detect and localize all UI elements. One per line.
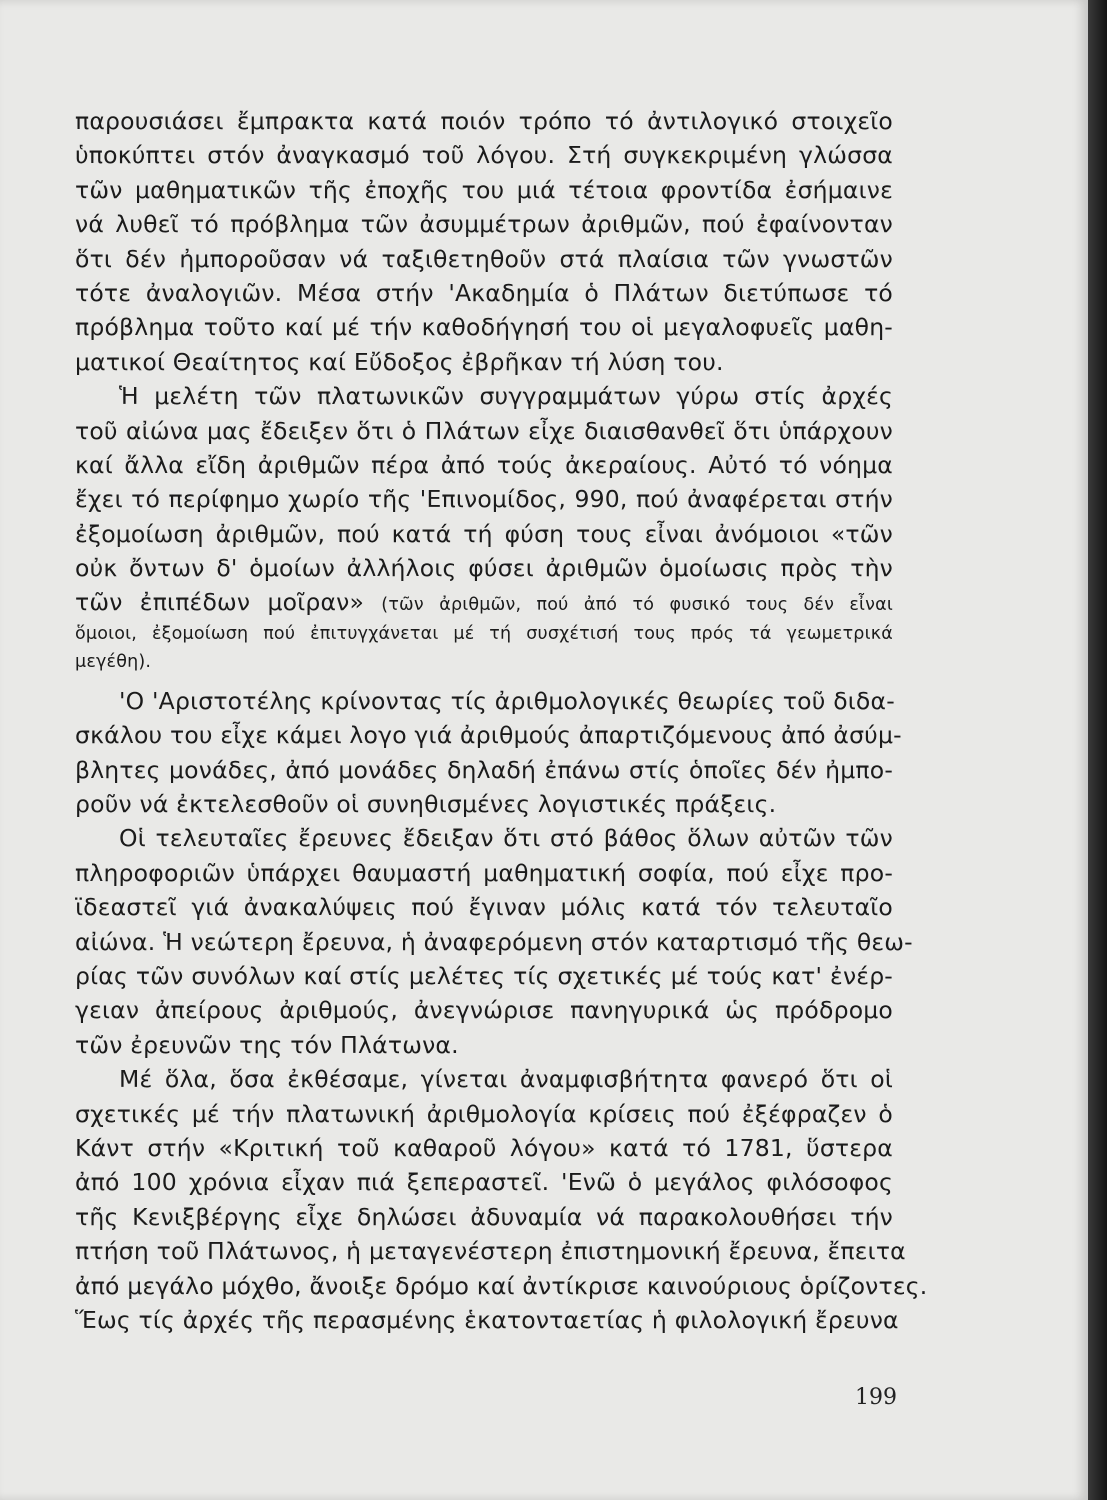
text-line: ρίας τῶν συνόλων καί στίς μελέτες τίς σχετικές μέ τούς κατ' ἐνέρ- — [75, 961, 893, 990]
paragraph-3 — [75, 684, 902, 822]
text-line: τῶν μαθηματικῶν τῆς ἐποχῆς του μιά τέτοια φροντίδα ἐσήμαινε — [75, 175, 893, 204]
text-line: Ἡ μελέτη τῶν πλατωνικῶν συγγραμμάτων γύρω στίς ἀρχές — [119, 382, 893, 411]
text-line: οὐκ ὄντων δ' ὁμοίων ἀλλήλοις φύσει ἀριθμῶν ὁμοίωσις πρὸς τὴν — [75, 554, 893, 583]
page-number: 199 — [855, 1385, 897, 1410]
text-line: ροῦν νά ἐκτελεσθοῦν οἱ συνηθισμένες λογιστικές πράξεις. — [75, 790, 777, 819]
text-line: τῆς Κενιξβέργης εἶχε δηλώσει ἀδυναμία νά παρακολουθήσει τήν — [75, 1202, 893, 1231]
text-line: ἀπό 100 χρόνια εἶχαν πιά ξεπεραστεῖ. 'Ενῶ ὁ μεγάλος φιλόσοφος — [75, 1168, 893, 1197]
text-line: πληροφοριῶν ὑπάρχει θαυμαστή μαθηματική σοφία, πού εἶχε προ- — [75, 858, 893, 887]
text-line: αἰώνα. Ἡ νεώτερη ἔρευνα, ἡ ἀναφερόμενη στόν καταρτισμό τῆς θεω- — [75, 927, 913, 956]
text-line: καί ἄλλα εἴδη ἀριθμῶν πέρα ἀπό τούς ἀκεραίους. Αὐτό τό νόημα — [75, 450, 893, 479]
translation-note-block — [75, 620, 893, 676]
text-line: ἀπό μεγάλο μόχθο, ἄνοιξε δρόμο καί ἀντίκρισε καινούριους ὁρίζοντες. — [75, 1271, 928, 1300]
text-line: σκάλου του εἶχε κάμει λογο γιά ἀριθμούς ἀπαρτιζόμενους ἀπό ἀσύμ- — [75, 721, 902, 750]
note-line: μεγέθη). — [75, 651, 152, 672]
text-line: ὅτι δέν ἠμποροῦσαν νά ταξιθετηθοῦν στά πλαίσια τῶν γνωστῶν — [75, 244, 893, 273]
quote-text: τῶν ἐπιπέδων μοῖραν» — [75, 588, 365, 617]
text-line: ματικοί Θεαίτητος καί Εὔδοξος ἐβρῆκαν τή λύση του. — [75, 347, 724, 376]
paragraph-5 — [75, 1062, 928, 1337]
text-line: ὑποκύπτει στόν ἀναγκασμό τοῦ λόγου. Στή συγκεκριμένη γλώσσα — [75, 141, 893, 170]
text-line: βλητες μονάδες, ἀπό μονάδες δηλαδή ἐπάνω στίς ὁποῖες δέν ἠμπο- — [75, 755, 893, 784]
page-edge — [1088, 0, 1107, 1500]
text-line: παρουσιάσει ἔμπρακτα κατά ποιόν τρόπο τό ἀντιλογικό στοιχεῖο — [75, 107, 893, 135]
paragraph-2 — [75, 379, 893, 620]
text-line: τότε ἀναλογιῶν. Μέσα στήν 'Ακαδημία ὁ Πλάτων διετύπωσε τό — [75, 278, 893, 307]
text-line: πρόβλημα τοῦτο καί μέ τήν καθοδήγησή του οἱ μεγαλοφυεῖς μαθη- — [75, 313, 893, 342]
note-line: ὅμοιοι, ἐξομοίωση πού ἐπιτυγχάνεται μέ τή συσχέτισή τους πρός τά γεωμετρικά — [75, 623, 893, 644]
text-line: ϊδεαστεῖ γιά ἀνακαλύψεις πού ἔγιναν μόλις κατά τόν τελευταῖο — [75, 893, 893, 922]
text-line: Ἕως τίς ἀρχές τῆς περασμένης ἑκατονταετίας ἡ φιλολογική ἔρευνα — [75, 1305, 899, 1334]
text-line: γειαν ἀπείρους ἀριθμούς, ἀνεγνώρισε πανηγυρικά ὡς πρόδρομο — [75, 996, 893, 1025]
text-line: τῶν ἐρευνῶν της τόν Πλάτωνα. — [75, 1030, 459, 1059]
text-line: πτήση τοῦ Πλάτωνος, ἡ μεταγενέστερη ἐπιστημονική ἔρευνα, ἔπειτα — [75, 1237, 906, 1266]
text-line-mixed — [75, 585, 893, 619]
paragraph-4 — [75, 821, 913, 1062]
body-text — [75, 104, 928, 1337]
text-line: νά λυθεῖ τό πρόβλημα τῶν ἀσυμμέτρων ἀριθμῶν, πού ἐφαίνονταν — [75, 210, 893, 239]
text-line: 'Ο 'Αριστοτέλης κρίνοντας τίς ἀριθμολογικές θεωρίες τοῦ διδα- — [119, 686, 895, 715]
translation-note: (τῶν ἀριθμῶν, πού ἀπό τό φυσικό τους δέν εἶναι — [381, 595, 893, 616]
text-line: Οἱ τελευταῖες ἔρευνες ἔδειξαν ὅτι στό βάθος ὅλων αὐτῶν τῶν — [119, 824, 893, 853]
paragraph-gap — [75, 676, 893, 684]
text-line: τοῦ αἰώνα μας ἔδειξεν ὅτι ὁ Πλάτων εἶχε διαισθανθεῖ ὅτι ὑπάρχουν — [75, 416, 893, 445]
text-line: ἔχει τό περίφημο χωρίο τῆς 'Επινομίδος, 990, πού ἀναφέρεται στήν — [75, 485, 893, 514]
text-line: Μέ ὅλα, ὅσα ἐκθέσαμε, γίνεται ἀναμφισβήτητα φανερό ὅτι οἱ — [119, 1065, 893, 1094]
paragraph-1 — [75, 104, 893, 379]
text-line: Κάντ στήν «Κριτική τοῦ καθαροῦ λόγου» κατά τό 1781, ὕστερα — [75, 1133, 893, 1162]
text-line: σχετικές μέ τήν πλατωνική ἀριθμολογία κρίσεις πού ἐξέφραζεν ὁ — [75, 1099, 893, 1128]
text-line: ἐξομοίωση ἀριθμῶν, πού κατά τή φύση τους εἶναι ἀνόμοιοι «τῶν — [75, 519, 893, 548]
